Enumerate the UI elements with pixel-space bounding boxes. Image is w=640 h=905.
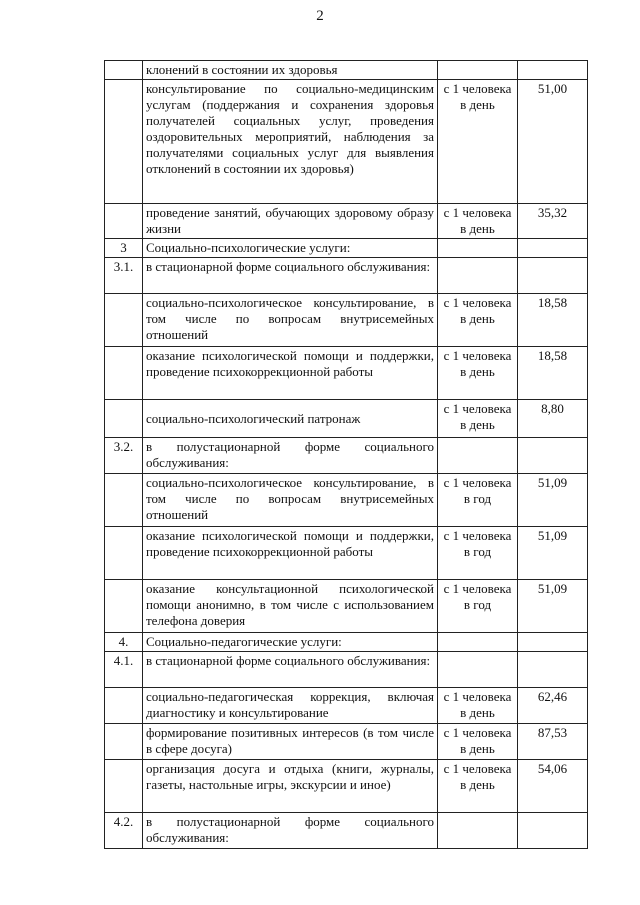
table-row	[105, 347, 588, 400]
unit-cell: с 1 человека в день	[438, 400, 518, 438]
unit-cell: с 1 человека в день	[438, 347, 518, 400]
service-description: социально-психологическое консультирование, в том числе по вопросам внутрисемейных отношений	[143, 474, 438, 527]
table-row	[105, 438, 588, 474]
price-cell: 18,58	[518, 347, 588, 400]
unit-cell	[438, 813, 518, 849]
table-row	[105, 294, 588, 347]
unit-cell	[438, 61, 518, 80]
unit-cell: с 1 человека в год	[438, 474, 518, 527]
row-number	[105, 527, 143, 580]
price-cell: 8,80	[518, 400, 588, 438]
table-row	[105, 724, 588, 760]
table-row	[105, 760, 588, 813]
price-cell: 51,09	[518, 474, 588, 527]
price-cell: 54,06	[518, 760, 588, 813]
price-cell: 18,58	[518, 294, 588, 347]
tariff-table	[104, 60, 588, 849]
service-description: оказание психологической помощи и поддержки, проведение психокоррекционной работы	[143, 347, 438, 400]
unit-cell	[438, 239, 518, 258]
row-number	[105, 294, 143, 347]
subsection-heading: в стационарной форме социального обслуживания:	[143, 652, 438, 688]
row-number	[105, 204, 143, 239]
unit-cell: с 1 человека в год	[438, 527, 518, 580]
unit-cell: с 1 человека в день	[438, 760, 518, 813]
row-number: 3.2.	[105, 438, 143, 474]
table-row	[105, 239, 588, 258]
price-cell: 51,09	[518, 527, 588, 580]
row-number: 4.2.	[105, 813, 143, 849]
table-row	[105, 813, 588, 849]
table-row	[105, 80, 588, 204]
price-cell	[518, 61, 588, 80]
service-description: оказание консультационной психологической помощи анонимно, в том числе с использованием телефона доверия	[143, 580, 438, 633]
row-number	[105, 474, 143, 527]
price-cell: 51,09	[518, 580, 588, 633]
unit-cell	[438, 633, 518, 652]
table-row	[105, 258, 588, 294]
price-cell: 35,32	[518, 204, 588, 239]
row-number: 3	[105, 239, 143, 258]
table-row	[105, 652, 588, 688]
table-row	[105, 61, 588, 80]
row-number	[105, 688, 143, 724]
price-cell	[518, 633, 588, 652]
subsection-heading: в стационарной форме социального обслуживания:	[143, 258, 438, 294]
service-description: организация досуга и отдыха (книги, журналы, газеты, настольные игры, экскурсии и иное)	[143, 760, 438, 813]
row-number	[105, 760, 143, 813]
unit-cell: с 1 человека в день	[438, 80, 518, 204]
table-row	[105, 527, 588, 580]
page-number: 2	[316, 8, 324, 24]
unit-cell: с 1 человека в год	[438, 580, 518, 633]
unit-cell	[438, 258, 518, 294]
row-number	[105, 61, 143, 80]
unit-cell: с 1 человека в день	[438, 204, 518, 239]
row-number	[105, 80, 143, 204]
unit-cell: с 1 человека в день	[438, 724, 518, 760]
table-row	[105, 400, 588, 438]
service-description: консультирование по социально-медицинским услугам (поддержания и сохранения здоровья получателей социальных услуг, проведения оздоровительных мероприятий, наблюдения за получателями социальных услуг для выявления отклонений в состоянии их здоровья)	[143, 80, 438, 204]
row-number: 4.	[105, 633, 143, 652]
table-row	[105, 688, 588, 724]
row-number	[105, 724, 143, 760]
service-description: оказание психологической помощи и поддержки, проведение психокоррекционной работы	[143, 527, 438, 580]
price-cell	[518, 239, 588, 258]
service-description: социально-психологическое консультирование, в том числе по вопросам внутрисемейных отношений	[143, 294, 438, 347]
unit-cell: с 1 человека в день	[438, 688, 518, 724]
service-description: социально-педагогическая коррекция, включая диагностику и консультирование	[143, 688, 438, 724]
unit-cell	[438, 438, 518, 474]
subsection-heading: в полустационарной форме социального обслуживания:	[143, 438, 438, 474]
service-description: социально-психологический патронаж	[143, 400, 438, 438]
service-description: формирование позитивных интересов (в том числе в сфере досуга)	[143, 724, 438, 760]
row-number: 4.1.	[105, 652, 143, 688]
row-number: 3.1.	[105, 258, 143, 294]
price-cell: 62,46	[518, 688, 588, 724]
price-cell: 51,00	[518, 80, 588, 204]
subsection-heading: в полустационарной форме социального обслуживания:	[143, 813, 438, 849]
unit-cell: с 1 человека в день	[438, 294, 518, 347]
table-row	[105, 474, 588, 527]
price-cell	[518, 652, 588, 688]
section-heading: Социально-психологические услуги:	[143, 239, 438, 258]
service-description: клонений в состоянии их здоровья	[143, 61, 438, 80]
row-number	[105, 347, 143, 400]
unit-cell	[438, 652, 518, 688]
price-cell: 87,53	[518, 724, 588, 760]
service-description: проведение занятий, обучающих здоровому образу жизни	[143, 204, 438, 239]
row-number	[105, 580, 143, 633]
section-heading: Социально-педагогические услуги:	[143, 633, 438, 652]
row-number	[105, 400, 143, 438]
table-row	[105, 204, 588, 239]
price-cell	[518, 813, 588, 849]
price-cell	[518, 258, 588, 294]
table-row	[105, 580, 588, 633]
table-row	[105, 633, 588, 652]
price-cell	[518, 438, 588, 474]
